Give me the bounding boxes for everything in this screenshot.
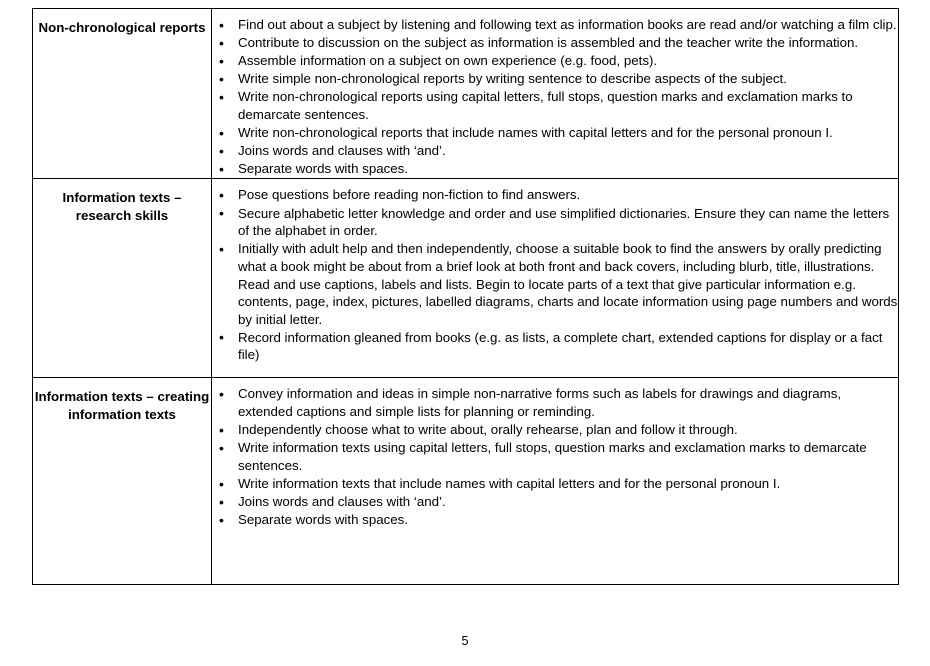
- list-item: • Write non-chronological reports using capital letters, full stops, question marks and exclamation marks to demarcate sentences.: [238, 88, 898, 123]
- bullet-list: [212, 186, 898, 364]
- row-label: Information texts – creating information texts: [34, 389, 210, 423]
- bullet-list: [212, 385, 898, 528]
- table-row: [33, 9, 899, 179]
- table-row: [33, 378, 899, 585]
- row-content-cell: [212, 378, 899, 585]
- row-label: Non-chronological reports: [38, 20, 206, 35]
- list-item: • Convey information and ideas in simple non-narrative forms such as labels for drawings and diagrams, extended captions and simple lists for planning or reminding.: [238, 385, 898, 420]
- list-item: • Initially with adult help and then independently, choose a suitable book to find the answers by orally predicting what a book might be about from a brief look at both front and back covers, including blurb, title, illustrations. Read and use captions, labels and lists. Begin to locate parts of a text that give particular information e.g. contents, page, index, pictures, labelled diagrams, charts and locate information using page numbers and words by initial letter.: [238, 240, 898, 328]
- list-item: • Find out about a subject by listening and following text as information books are read and/or watching a film clip.: [238, 16, 898, 34]
- table-row: [33, 179, 899, 378]
- row-label-cell: [33, 378, 212, 585]
- curriculum-table: [32, 8, 899, 585]
- list-item: • Record information gleaned from books (e.g. as lists, a complete chart, extended captions for display or a fact file): [238, 329, 898, 364]
- list-item: • Pose questions before reading non-fiction to find answers.: [238, 186, 898, 204]
- list-item: • Write non-chronological reports that include names with capital letters and for the personal pronoun I.: [238, 124, 898, 142]
- document-page: [0, 8, 930, 666]
- row-label-cell: [33, 9, 212, 179]
- list-item: • Joins words and clauses with ‘and’.: [238, 142, 898, 160]
- row-content-cell: [212, 9, 899, 179]
- list-item: • Write simple non-chronological reports by writing sentence to describe aspects of the subject.: [238, 70, 898, 88]
- list-item: • Write information texts that include names with capital letters and for the personal pronoun I.: [238, 475, 898, 493]
- list-item: • Separate words with spaces.: [238, 511, 898, 529]
- row-label-cell: [33, 179, 212, 378]
- row-content-cell: [212, 179, 899, 378]
- list-item: • Separate words with spaces.: [238, 160, 898, 178]
- bullet-list: [212, 16, 898, 178]
- page-number: 5: [461, 634, 469, 648]
- list-item: • Joins words and clauses with ‘and’.: [238, 493, 898, 511]
- list-item: • Assemble information on a subject on own experience (e.g. food, pets).: [238, 52, 898, 70]
- list-item: • Secure alphabetic letter knowledge and order and use simplified dictionaries. Ensure they can name the letters of the alphabet in order.: [238, 205, 898, 240]
- list-item: • Independently choose what to write about, orally rehearse, plan and follow it through.: [238, 421, 898, 439]
- list-item: • Write information texts using capital letters, full stops, question marks and exclamation marks to demarcate sentences.: [238, 439, 898, 474]
- list-item: • Contribute to discussion on the subject as information is assembled and the teacher write the information.: [238, 34, 898, 52]
- row-label: Information texts – research skills: [62, 190, 182, 224]
